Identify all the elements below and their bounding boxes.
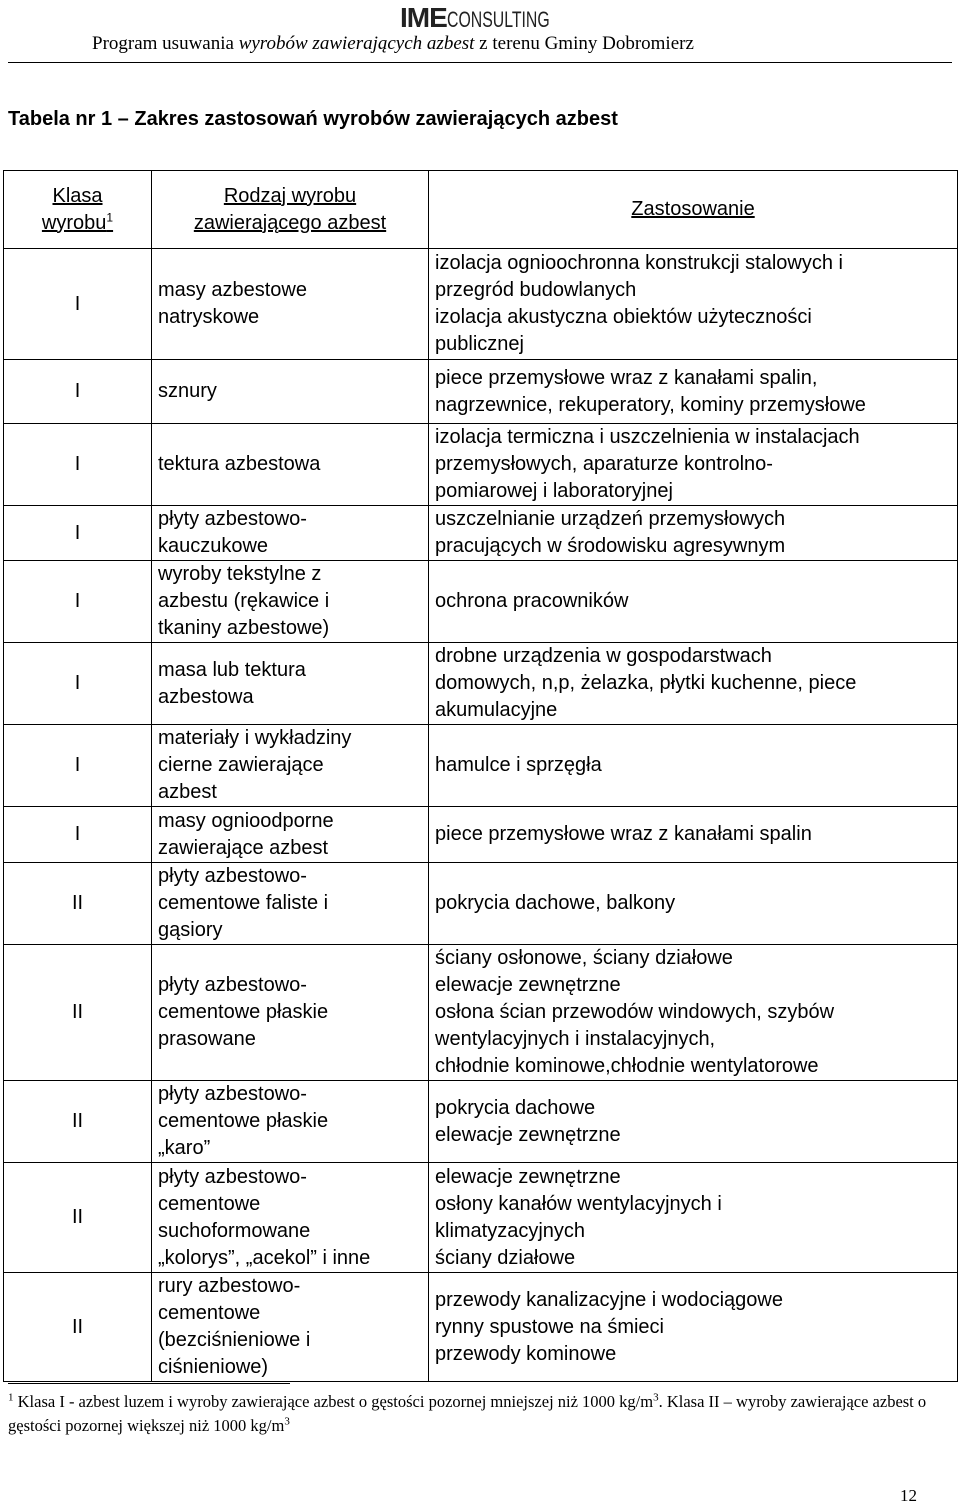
product-type-line: cementowe xyxy=(158,1302,261,1324)
product-type-line: „karo” xyxy=(158,1137,211,1159)
cell-product-type xyxy=(152,506,429,561)
cell-class: II xyxy=(4,1081,152,1163)
product-type-line: płyty azbestowo- xyxy=(158,865,307,887)
product-type-line: masy ognioodporne xyxy=(158,809,334,832)
table-row xyxy=(4,643,958,725)
table-row xyxy=(4,945,958,1081)
product-type-line: cierne zawierające xyxy=(158,754,324,776)
header-class xyxy=(4,171,152,249)
cell-class: II xyxy=(4,945,152,1081)
cell-application xyxy=(429,807,958,863)
application-line: domowych, n,p, żelazka, płytki kuchenne, piece xyxy=(435,672,857,694)
product-type-line: ciśnieniowe) xyxy=(158,1356,269,1378)
asbestos-products-table xyxy=(3,170,958,1382)
product-type-line: płyty azbestowo- xyxy=(158,1165,307,1188)
application-line: elewacje zewnętrzne xyxy=(435,1123,621,1146)
header-class-line2: wyrobu xyxy=(41,211,107,234)
table-row xyxy=(4,424,958,506)
cell-product-type xyxy=(152,424,429,506)
cell-product-type xyxy=(152,725,429,807)
footnote-sup-b: 3 xyxy=(284,1415,290,1428)
cell-class: I xyxy=(4,725,152,807)
product-type-line: azbestowa xyxy=(158,685,254,708)
product-type-line: sznury xyxy=(158,380,217,402)
cell-class: I xyxy=(4,561,152,643)
product-type-line: materiały i wykładziny xyxy=(158,727,352,749)
logo-ime-text: IME xyxy=(400,2,447,33)
application-line: akumulacyjne xyxy=(435,699,558,721)
product-type-line: cementowe płaskie xyxy=(158,1110,329,1132)
product-type-line: tkaniny azbestowe) xyxy=(158,617,330,639)
cell-product-type xyxy=(152,360,429,424)
product-type-line: płyty azbestowo- xyxy=(158,508,307,530)
logo-consulting-text: CONSULTING xyxy=(446,7,550,32)
product-type-line: „kolorys”, „acekol” i inne xyxy=(158,1246,371,1269)
application-line: przemysłowych, aparaturze kontrolno- xyxy=(435,453,773,475)
cell-application xyxy=(429,945,958,1081)
cell-application xyxy=(429,561,958,643)
application-line: nagrzewnice, rekuperatory, kominy przemysłowe xyxy=(435,393,866,416)
document-subtitle xyxy=(92,33,694,55)
application-line: ochrona pracowników xyxy=(435,590,629,612)
cell-class: I xyxy=(4,807,152,863)
cell-class: II xyxy=(4,1163,152,1273)
application-line: izolacja akustyczna obiektów użyteczności xyxy=(435,306,812,328)
application-line: klimatyzacyjnych xyxy=(435,1219,586,1242)
cell-product-type xyxy=(152,807,429,863)
footnote-ref: 1 xyxy=(106,209,114,224)
application-line: przewody kanalizacyjne i wodociągowe xyxy=(435,1288,783,1311)
footnote-mark: 1 xyxy=(8,1391,14,1404)
product-type-line: azbestu (rękawice i xyxy=(158,590,330,612)
footnote-text-a: Klasa I - azbest luzem i wyroby zawierające azbest o gęstości pozornej mniejszej niż 1000 kg/m xyxy=(13,1392,654,1411)
header-application-text: Zastosowanie xyxy=(631,198,755,220)
cell-application xyxy=(429,863,958,945)
page-header xyxy=(0,0,960,62)
cell-application xyxy=(429,1163,958,1273)
application-line: pokrycia dachowe, balkony xyxy=(435,892,676,914)
application-line: rynny spustowe na śmieci xyxy=(435,1315,664,1338)
application-line: przegród budowlanych xyxy=(435,279,637,301)
product-type-line: prasowane xyxy=(158,1028,256,1050)
table-row xyxy=(4,360,958,424)
header-type-line2: zawierającego azbest xyxy=(193,211,387,234)
cell-class: I xyxy=(4,643,152,725)
product-type-line: kauczukowe xyxy=(158,535,269,557)
product-type-line: cementowe faliste i xyxy=(158,892,329,914)
cell-product-type xyxy=(152,561,429,643)
product-type-line: płyty azbestowo- xyxy=(158,1083,307,1105)
product-type-line: masa lub tektura xyxy=(158,658,306,681)
cell-application xyxy=(429,643,958,725)
cell-product-type xyxy=(152,249,429,360)
footnote xyxy=(8,1390,958,1438)
table-row xyxy=(4,1081,958,1163)
cell-application xyxy=(429,424,958,506)
product-type-line: masy azbestowe xyxy=(158,279,307,301)
cell-class: II xyxy=(4,1273,152,1382)
ime-consulting-logo xyxy=(400,2,589,34)
header-type-line1: Rodzaj wyrobu xyxy=(223,184,357,207)
application-line: hamulce i sprzęgła xyxy=(435,754,602,776)
product-type-line: tektura azbestowa xyxy=(158,453,321,475)
cell-application xyxy=(429,1081,958,1163)
product-type-line: azbest xyxy=(158,781,217,803)
cell-product-type xyxy=(152,1273,429,1382)
application-line: piece przemysłowe wraz z kanałami spalin xyxy=(435,823,812,845)
cell-application xyxy=(429,506,958,561)
page-number: 12 xyxy=(900,1486,917,1505)
application-line: przewody kominowe xyxy=(435,1342,617,1365)
cell-application xyxy=(429,249,958,360)
product-type-line: natryskowe xyxy=(158,306,260,328)
cell-product-type xyxy=(152,1081,429,1163)
header-class-line1: Klasa xyxy=(52,184,103,207)
subtitle-pre: Program usuwania xyxy=(92,33,239,54)
table-row xyxy=(4,725,958,807)
product-type-line: zawierające azbest xyxy=(158,836,329,859)
cell-product-type xyxy=(152,643,429,725)
table-row xyxy=(4,1273,958,1382)
footnote-divider xyxy=(8,1383,290,1384)
header-application xyxy=(429,171,958,249)
header-divider xyxy=(8,62,952,63)
table-row xyxy=(4,863,958,945)
application-line: ściany osłonowe, ściany działowe xyxy=(435,947,733,969)
table-row xyxy=(4,1163,958,1273)
product-type-line: cementowe xyxy=(158,1192,261,1215)
cell-product-type xyxy=(152,945,429,1081)
application-line: osłony kanałów wentylacyjnych i xyxy=(435,1192,722,1215)
table-row xyxy=(4,249,958,360)
application-line: osłona ścian przewodów windowych, szybów xyxy=(435,1001,835,1023)
product-type-line: rury azbestowo- xyxy=(158,1275,301,1297)
table-row xyxy=(4,561,958,643)
application-line: pracujących w środowisku agresywnym xyxy=(435,535,786,557)
application-line: ściany działowe xyxy=(435,1246,576,1269)
cell-class: I xyxy=(4,424,152,506)
application-line: elewacje zewnętrzne xyxy=(435,974,621,996)
cell-product-type xyxy=(152,863,429,945)
table-header-row xyxy=(4,171,958,249)
application-line: uszczelnianie urządzeń przemysłowych xyxy=(435,508,786,530)
application-line: pomiarowej i laboratoryjnej xyxy=(435,480,673,502)
application-line: chłodnie kominowe,chłodnie wentylatorowe xyxy=(435,1055,819,1077)
product-type-line: wyroby tekstylne z xyxy=(158,563,322,585)
application-line: piece przemysłowe wraz z kanałami spalin, xyxy=(435,366,818,389)
product-type-line: (bezciśnieniowe i xyxy=(158,1329,311,1351)
subtitle-italic: wyrobów zawierających azbest xyxy=(238,33,475,54)
application-line: drobne urządzenia w gospodarstwach xyxy=(435,645,772,667)
application-line: izolacja termiczna i uszczelnienia w instalacjach xyxy=(435,426,860,448)
product-type-line: gąsiory xyxy=(158,919,223,941)
table-title: Tabela nr 1 – Zakres zastosowań wyrobów zawierających azbest xyxy=(8,108,618,130)
table-body xyxy=(4,249,958,1382)
application-line: publicznej xyxy=(435,333,524,355)
table-row xyxy=(4,506,958,561)
application-line: pokrycia dachowe xyxy=(435,1096,596,1119)
cell-class: I xyxy=(4,506,152,561)
footnote-text-b: . Klasa II – wyroby zawierające azbest o gęstości pozornej większej niż 1000 kg/m xyxy=(8,1392,927,1435)
cell-application xyxy=(429,1273,958,1382)
application-line: izolacja ognioochronna konstrukcji stalowych i xyxy=(435,252,843,274)
table-row xyxy=(4,807,958,863)
cell-application xyxy=(429,725,958,807)
cell-application xyxy=(429,360,958,424)
product-type-line: cementowe płaskie xyxy=(158,1001,329,1023)
footnote-sup-a: 3 xyxy=(653,1391,659,1404)
subtitle-post: z terenu Gminy Dobromierz xyxy=(474,33,694,54)
cell-class: I xyxy=(4,249,152,360)
cell-product-type xyxy=(152,1163,429,1273)
cell-class: I xyxy=(4,360,152,424)
product-type-line: suchoformowane xyxy=(158,1219,311,1242)
application-line: elewacje zewnętrzne xyxy=(435,1165,621,1188)
cell-class: II xyxy=(4,863,152,945)
application-line: wentylacyjnych i instalacyjnych, xyxy=(435,1028,716,1050)
header-product-type xyxy=(152,171,429,249)
product-type-line: płyty azbestowo- xyxy=(158,974,307,996)
